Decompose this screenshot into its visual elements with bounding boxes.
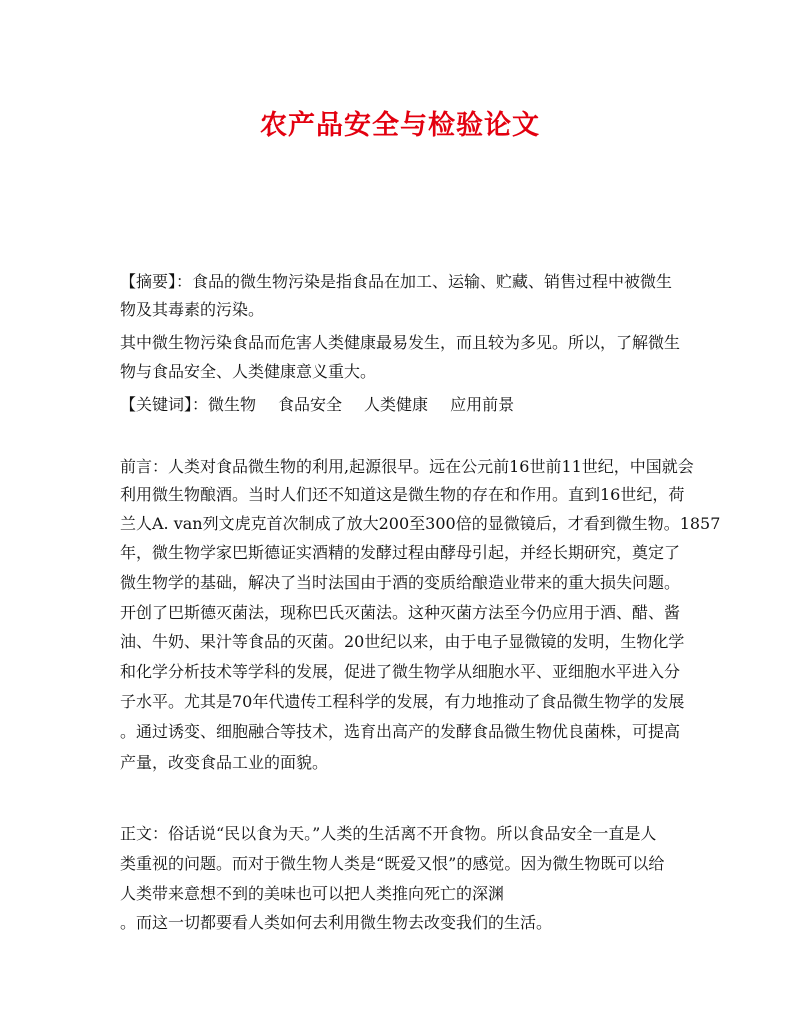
preface-line: 和化学分析技术等学科的发展，促进了微生物学从细胞水平、亚细胞水平进入分	[120, 662, 681, 681]
document-title: 农产品安全与检验论文	[260, 110, 540, 141]
abstract-line: 物及其毒素的污染。	[120, 300, 265, 319]
preface-line: 前言：人类对食品微生物的利用,起源很早。远在公元前16世前11世纪，中国就会	[120, 457, 694, 476]
abstract-line: 物与食品安全、人类健康意义重大。	[120, 362, 377, 381]
preface-line: 利用微生物酿酒。当时人们还不知道这是微生物的存在和作用。直到16世纪，荷	[120, 485, 685, 504]
keywords-line	[120, 395, 690, 415]
preface-line: 年，微生物学家巴斯德证实酒精的发酵过程由酵母引起，并经长期研究，奠定了	[120, 543, 681, 562]
preface-line: 兰人A. van列文虎克首次制成了放大200至300倍的显微镜后，才看到微生物。1857	[120, 514, 721, 533]
preface-line: 微生物学的基础，解决了当时法国由于酒的变质给酿造业带来的重大损失问题。	[120, 573, 681, 592]
body-line: 正文：俗话说“民以食为天。”人类的生活离不开食物。所以食品安全一直是人	[120, 824, 657, 843]
preface-line: 产量，改变食品工业的面貌。	[120, 753, 329, 772]
keywords-label: 【关键词】：	[120, 395, 209, 414]
abstract-line: 【摘要】：食品的微生物污染是指食品在加工、运输、贮藏、销售过程中被微生	[120, 272, 673, 291]
abstract-line: 其中微生物污染食品而危害人类健康最易发生，而且较为多见。所以，了解微生	[120, 333, 681, 352]
keyword-item: 应用前景	[450, 395, 515, 414]
preface-line: 油、牛奶、果汁等食品的灭菌。20世纪以来，由于电子显微镜的发明，生物化学	[120, 632, 685, 651]
preface-line: 子水平。尤其是70年代遗传工程科学的发展，有力地推动了食品微生物学的发展	[120, 692, 685, 711]
preface-line: 开创了巴斯德灭菌法，现称巴氏灭菌法。这种灭菌方法至今仍应用于酒、醋、酱	[120, 603, 681, 622]
keyword-item: 人类健康	[364, 395, 429, 414]
keyword-item: 微生物	[208, 395, 257, 414]
body-line: 。而这一切都要看人类如何去利用微生物去改变我们的生活。	[120, 913, 553, 932]
body-line: 人类带来意想不到的美味也可以把人类推向死亡的深渊	[120, 884, 505, 903]
body-line: 类重视的问题。而对于微生物人类是“既爱又恨”的感觉。因为微生物既可以给	[120, 854, 665, 873]
preface-line: 。通过诱变、细胞融合等技术，选育出高产的发酵食品微生物优良菌株，可提高	[120, 722, 681, 741]
keyword-item: 食品安全	[278, 395, 343, 414]
